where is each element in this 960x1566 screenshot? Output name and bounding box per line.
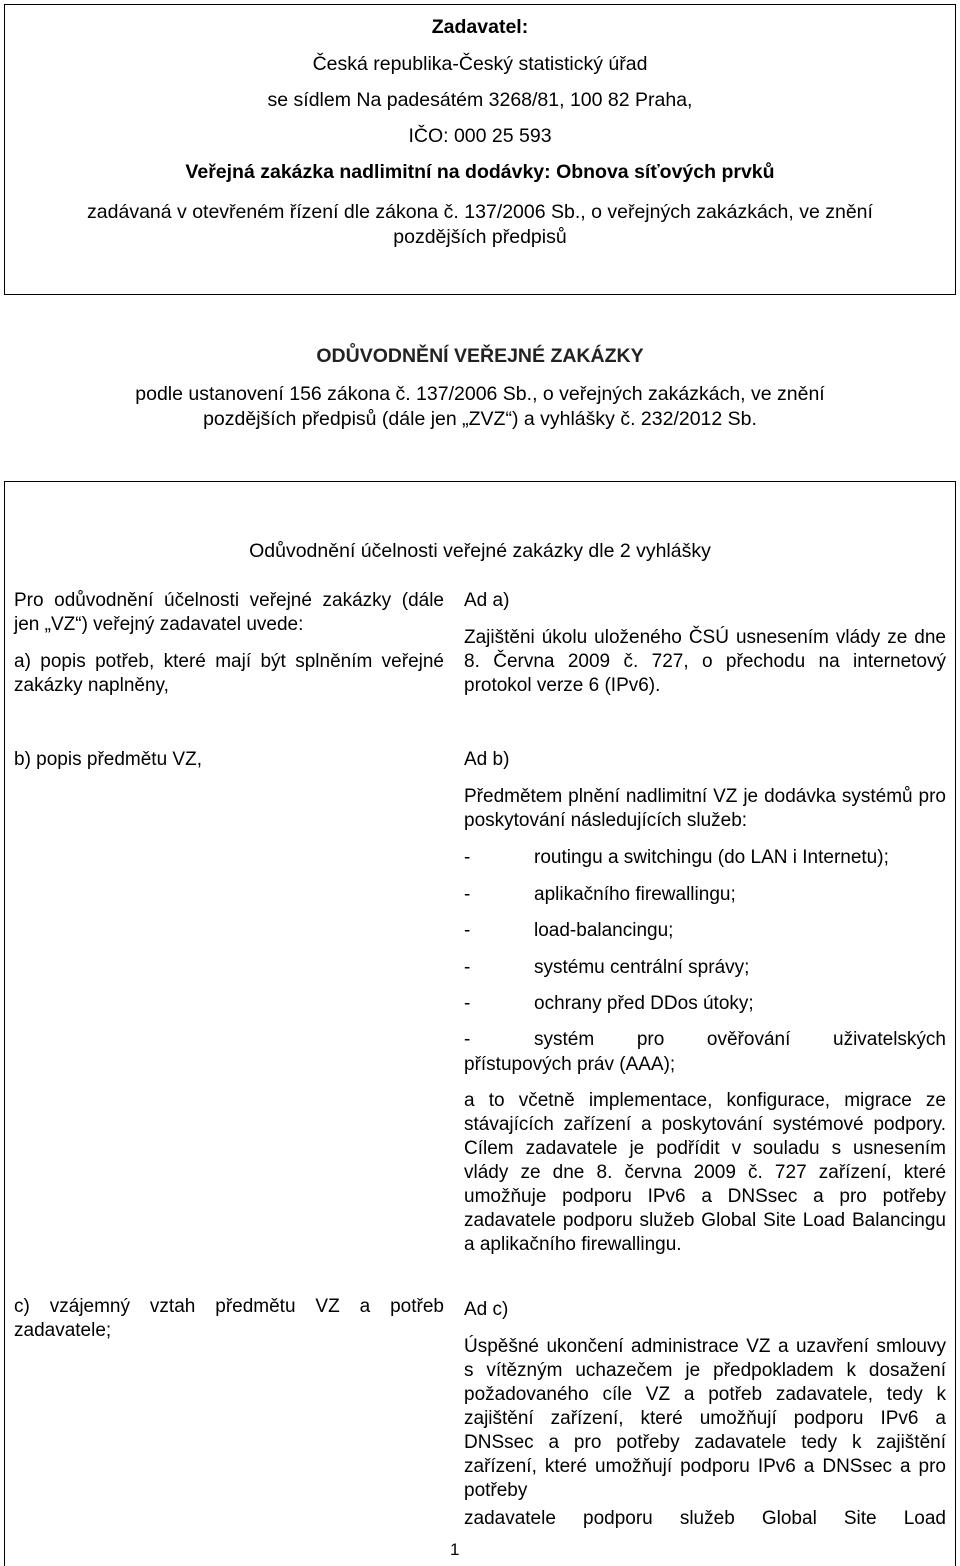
list-item: systém pro ověřování uživatelských <box>534 1029 946 1050</box>
authority-address: se sídlem Na padesátém 3268/81, 100 82 Praha, <box>267 89 693 111</box>
ad-a-label: Ad a) <box>464 590 510 611</box>
legal-basis-line-1: podle ustanovení 156 zákona č. 137/2006 Sb., o veřejných zakázkách, ve znění <box>135 383 825 405</box>
authority-title: Zadavatel: <box>431 16 529 38</box>
ad-b-closing: a to včetně implementace, konfigurace, migrace ze stávajících zařízení a poskytování systémové podpory. Cílem zadavatele je podřídit v souladu s usnesením vlády ze dne 8. června 2009 č. 727 zařízení, které umožňuje podporu IPv6 a DNSsec a pro potřeby zadavatele podporu služeb Global Site Load Balancingu a aplikačního firewallingu. <box>464 1090 946 1255</box>
authority-ico: IČO: 000 25 593 <box>408 125 552 147</box>
left-item-c: c) vzájemný vztah předmětu VZ a potřeb zadavatele; <box>14 1296 444 1341</box>
list-item-continuation: přístupových práv (AAA); <box>464 1054 676 1075</box>
list-dash: - <box>464 884 471 905</box>
ad-b-label: Ad b) <box>464 749 510 770</box>
list-item: systému centrální správy; <box>534 957 750 978</box>
ad-c-text: Úspěšné ukončení administrace VZ a uzavření smlouvy s vítězným uchazečem je předpokladem k dosažení požadovaného cíle VZ a potřeb zadavatele, tedy k zajištění zařízení, které umožňují podporu IPv6 a DNSsec a pro potřeby zadavatele tedy k zajištění zařízení, které umožňují podporu IPv6 a DNSsec a pro potřeby <box>464 1336 946 1501</box>
section-heading: Odůvodnění účelnosti veřejné zakázky dle 2 vyhlášky <box>249 540 711 562</box>
list-item: load-balancingu; <box>534 920 674 941</box>
ad-c-last-line: zadavatele podporu služeb Global Site Load <box>464 1508 946 1529</box>
list-dash: - <box>464 1029 471 1050</box>
list-item: routingu a switchingu (do LAN i Internetu); <box>534 847 889 868</box>
list-dash: - <box>464 957 471 978</box>
list-dash: - <box>464 847 471 868</box>
contracting-authority-box <box>4 4 956 295</box>
list-item: aplikačního firewallingu; <box>534 884 736 905</box>
procedure-line-2: pozdějších předpisů <box>393 226 567 248</box>
left-intro: Pro odůvodnění účelnosti veřejné zakázky (dále jen „VZ“) veřejný zadavatel uvede: <box>14 590 444 635</box>
list-dash: - <box>464 920 471 941</box>
left-item-a: a) popis potřeb, které mají být splněním veřejné zakázky naplněny, <box>14 651 444 696</box>
ad-b-intro: Předmětem plnění nadlimitní VZ je dodávka systémů pro poskytování následujících služeb: <box>464 786 946 831</box>
justification-heading: ODŮVODNĚNÍ VEŘEJNÉ ZAKÁZKY <box>316 345 644 367</box>
ad-c-label: Ad c) <box>464 1299 509 1320</box>
contract-title: Veřejná zakázka nadlimitní na dodávky: Obnova síťových prvků <box>185 161 775 183</box>
procedure-line-1: zadávaná v otevřeném řízení dle zákona č. 137/2006 Sb., o veřejných zakázkách, ve znění <box>87 201 873 223</box>
page-number: 1 <box>450 1540 460 1559</box>
authority-name: Česká republika-Český statistický úřad <box>312 53 648 75</box>
ad-a-text: Zajištěni úkolu uloženého ČSÚ usnesením vlády ze dne 8. Června 2009 č. 727, o přechodu na internetový protokol verze 6 (IPv6). <box>464 627 946 696</box>
legal-basis-line-2: pozdějších předpisů (dále jen „ZVZ“) a vyhlášky č. 232/2012 Sb. <box>203 408 757 430</box>
left-item-b: b) popis předmětu VZ, <box>14 749 202 770</box>
list-item: ochrany před DDos útoky; <box>534 993 754 1014</box>
list-dash: - <box>464 993 471 1014</box>
